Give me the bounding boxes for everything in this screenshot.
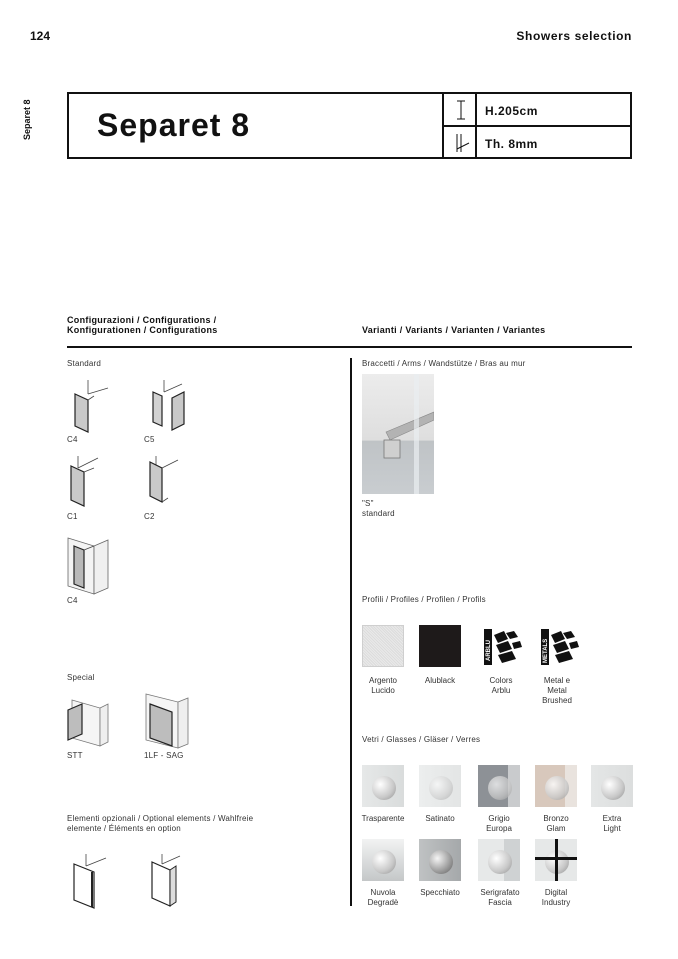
glass-sphere [429,776,453,800]
glass-caption-3 [528,814,584,834]
profile-caption-3-line3: Brushed [542,696,572,705]
glass-caption-4-line1: Extra [602,814,622,823]
arm-caption-line2: standard [362,509,395,518]
profile-caption-3-line1: Metal e [543,676,571,685]
config-label-4: C4 [67,596,78,605]
glass-nuvola-degrade-swatch [362,839,404,881]
optional-element-1-diagram [64,852,114,910]
standard-label: Standard [67,359,102,368]
profile-caption-1-line1: Alublack [424,676,456,685]
glass-industry-bar-vertical [555,839,558,881]
profile-fan-label-metals: METALS [543,638,549,663]
profile-caption-1 [412,676,468,686]
glass-caption-7 [470,888,530,908]
config-label-3: C2 [144,512,155,521]
glass-satinato-swatch [419,765,461,807]
optional-elements-label-line1: Elementi opzionali / Optional elements / Wahlfreie [67,814,254,823]
profile-caption-0-line2: Lucido [371,686,395,695]
config-1lf-sag-diagram [142,690,192,750]
section-title: Showers selection [516,29,632,43]
glass-caption-4 [584,814,640,834]
configurations-heading-line1: Configurazioni / Configurations / [67,315,217,325]
profile-alublack-swatch [419,625,461,667]
glass-caption-0 [355,814,411,824]
product-title: Separet 8 [97,107,251,143]
config-c5-diagram [146,378,196,436]
optional-element-2-diagram [146,852,196,910]
profiles-label: Profili / Profiles / Profilen / Profils [362,595,486,604]
height-spec: H.205cm [485,104,538,118]
config-c2-diagram [146,454,196,512]
glass-trasparente-swatch [362,765,404,807]
special-label: Special [67,673,95,682]
glass-sphere [601,776,625,800]
glass-sphere [488,850,512,874]
optional-elements-label-line2: elemente / Éléments en option [67,824,181,833]
section-rule [67,346,632,348]
glasses-label: Vetri / Glasses / Gläser / Verres [362,735,481,744]
glass-caption-3-line2: Glam [546,824,566,833]
glass-sphere [372,776,396,800]
glass-caption-5 [355,888,411,908]
arm-s-photo [362,374,434,494]
arm-caption-line1: "S" [362,499,374,508]
config-c4-walled-diagram [64,532,114,596]
glass-extra-light-swatch [591,765,633,807]
page-number: 124 [30,29,51,43]
glass-caption-2 [471,814,527,834]
profile-caption-2-line1: Colors [489,676,513,685]
glass-industry-bar-horizontal [535,857,577,860]
glass-grigio-europa-swatch [478,765,520,807]
glass-caption-7-line1: Serigrafato [480,888,520,897]
config-c1-diagram [64,454,114,512]
glass-serigrafato-fascia-swatch [478,839,520,881]
glass-caption-5-line1: Nuvola [370,888,396,897]
glass-caption-8 [528,888,584,908]
profile-caption-0 [355,676,411,696]
glass-caption-6-line1: Specchiato [420,888,460,897]
glass-digital-industry-swatch [535,839,577,881]
profile-colors-arblu-fan [478,627,524,669]
glass-caption-6 [410,888,470,898]
glass-caption-3-line1: Bronzo [543,814,569,823]
glass-caption-8-line2: Industry [541,898,571,907]
optional-elements-label [67,814,253,834]
profile-metals-fan [535,627,581,669]
glass-caption-2-line2: Europa [486,824,512,833]
side-tab-label: Separet 8 [22,99,32,140]
profile-caption-3 [529,676,585,706]
config-label-2: C1 [67,512,78,521]
thickness-icon [449,131,473,155]
arm-caption [362,499,395,519]
glass-caption-7-line2: Fascia [488,898,512,907]
glass-sphere [488,776,512,800]
spec-divider [442,125,630,127]
column-divider [350,358,352,906]
height-arrow-icon [449,98,473,122]
glass-caption-1 [412,814,468,824]
special-label-0: STT [67,751,83,760]
variants-heading: Varianti / Variants / Varianten / Variantes [362,325,546,335]
glass-sphere [545,776,569,800]
glass-caption-5-line2: Degradè [367,898,399,907]
arms-label: Braccetti / Arms / Wandstütze / Bras au mur [362,359,526,368]
profile-caption-3-line2: Metal [547,686,567,695]
glass-bronzo-glam-swatch [535,765,577,807]
profile-caption-2 [473,676,529,696]
glass-sphere [372,850,396,874]
glass-caption-1-line1: Satinato [425,814,455,823]
thickness-spec: Th. 8mm [485,137,538,151]
product-title-box [67,92,632,159]
profile-argento-swatch [362,625,404,667]
special-label-1: 1LF - SAG [144,751,184,760]
profile-caption-0-line1: Argento [368,676,398,685]
config-label-1: C5 [144,435,155,444]
profile-fan-label-arblu: ARBLU [486,640,492,661]
profile-caption-2-line2: Arblu [491,686,511,695]
config-c4-diagram [64,378,114,436]
configurations-heading [67,315,218,335]
glass-caption-0-line1: Trasparente [361,814,405,823]
glass-caption-2-line1: Grigio [488,814,510,823]
glass-specchiato-swatch [419,839,461,881]
configurations-heading-line2: Konfigurationen / Configurations [67,325,218,335]
glass-sphere [429,850,453,874]
glass-caption-4-line2: Light [603,824,621,833]
glass-caption-8-line1: Digital [544,888,568,897]
config-stt-diagram [64,694,114,750]
config-label-0: C4 [67,435,78,444]
